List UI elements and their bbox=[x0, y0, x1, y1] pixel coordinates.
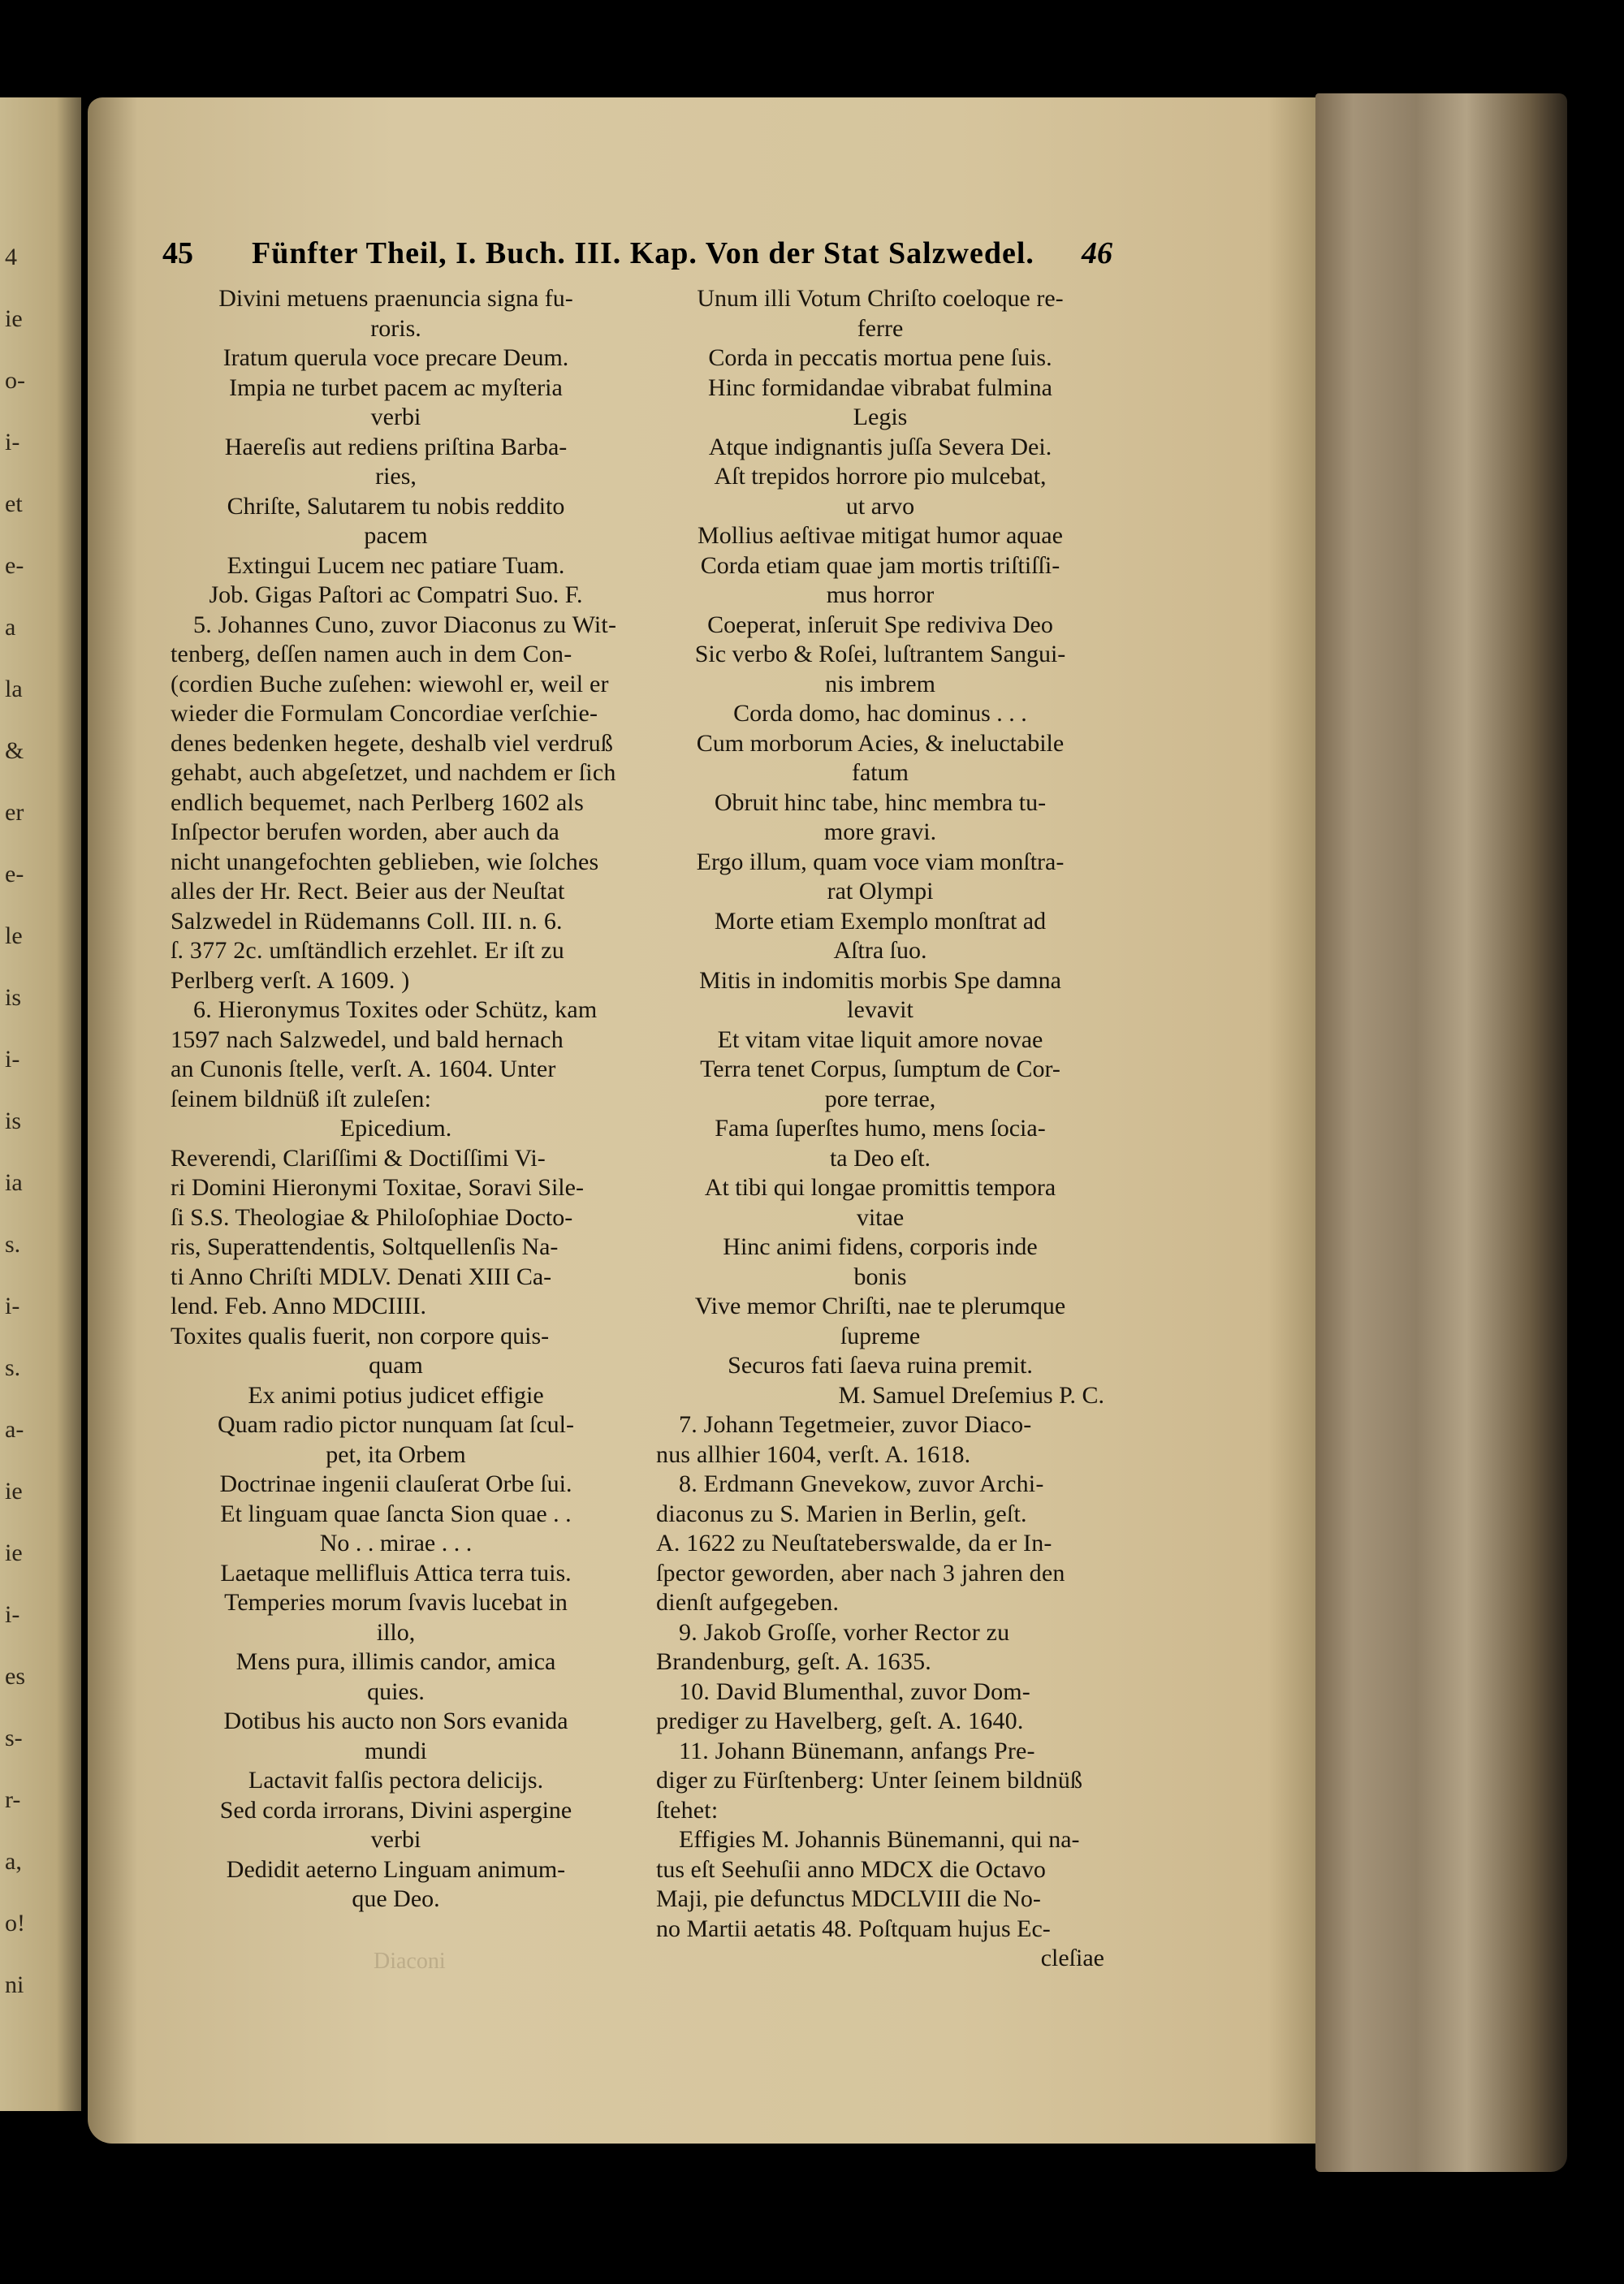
margin-fragment: o! bbox=[5, 1910, 25, 1936]
margin-fragment: r- bbox=[5, 1786, 21, 1813]
text-line: Chriſte, Salutarem tu nobis reddito bbox=[227, 492, 565, 520]
margin-fragment: e- bbox=[5, 861, 24, 887]
text-line: Perlberg verſt. A 1609. ) bbox=[171, 966, 410, 994]
text-line: Mens pura, illimis candor, amica bbox=[235, 1648, 556, 1675]
text-line: Reverendi, Clariſſimi & Doctiſſimi Vi- bbox=[171, 1144, 546, 1172]
text-line: pacem bbox=[364, 522, 428, 549]
text-line: 11. Johann Bünemann, anfangs Pre- bbox=[679, 1737, 1035, 1764]
margin-fragment: is bbox=[5, 1107, 22, 1134]
text-line: Lactavit falſis pectora delicijs. bbox=[248, 1767, 544, 1794]
text-line: Dedidit aeterno Linguam animum- bbox=[226, 1855, 566, 1883]
margin-fragment: s- bbox=[5, 1725, 23, 1751]
margin-fragment: a- bbox=[5, 1416, 24, 1443]
text-line: roris. bbox=[370, 314, 421, 342]
left-text-column bbox=[171, 284, 621, 1915]
text-line: Iratum querula voce precare Deum. bbox=[222, 344, 569, 371]
margin-fragment: s. bbox=[5, 1354, 21, 1381]
margin-fragment: i- bbox=[5, 1293, 20, 1319]
text-line: Securos fati ſaeva ruina premit. bbox=[728, 1352, 1033, 1379]
text-line: mus horror bbox=[826, 581, 935, 608]
text-line: Coeperat, inſeruit Spe rediviva Deo bbox=[707, 611, 1053, 638]
page-number-right: 46 bbox=[1082, 236, 1112, 270]
text-line: ti Anno Chriſti MDLV. Denati XIII Ca- bbox=[171, 1263, 552, 1290]
text-line: Corda in peccatis mortua pene ſuis. bbox=[708, 344, 1052, 371]
text-line: wieder die Formulam Concordiae verſchie- bbox=[171, 700, 598, 727]
text-line: Haereſis aut rediens priſtina Barba- bbox=[224, 433, 568, 460]
margin-fragment: e- bbox=[5, 552, 24, 579]
text-line: que Deo. bbox=[352, 1885, 440, 1912]
text-line: dienſt aufgegeben. bbox=[656, 1589, 840, 1616]
text-line: pore terrae, bbox=[824, 1085, 936, 1112]
text-line: ſtehet: bbox=[656, 1796, 719, 1824]
text-line: ſupreme bbox=[840, 1322, 921, 1349]
margin-fragment: la bbox=[5, 676, 23, 702]
text-line: quam bbox=[369, 1352, 423, 1379]
margin-fragment: i- bbox=[5, 1046, 20, 1073]
margin-fragment: es bbox=[5, 1663, 25, 1690]
text-line: nis imbrem bbox=[825, 670, 935, 697]
text-line: Cum morborum Acies, & ineluctabile bbox=[696, 729, 1065, 757]
text-line: Ergo illum, quam voce viam monſtra- bbox=[696, 848, 1065, 875]
text-line: quies. bbox=[367, 1677, 425, 1705]
page-number-left: 45 bbox=[162, 236, 193, 270]
text-line: 7. Johann Tegetmeier, zuvor Diaco- bbox=[679, 1411, 1032, 1438]
text-line: Temperies morum ſvavis lucebat in bbox=[224, 1589, 568, 1616]
text-line: A. 1622 zu Neuſtateberswalde, da er In- bbox=[656, 1530, 1052, 1556]
text-line: tus eſt Seehuſii anno MDCX die Octavo bbox=[656, 1855, 1046, 1883]
margin-fragment: ie bbox=[5, 305, 23, 332]
text-line: (cordien Buche zuſehen: wiewohl er, weil er bbox=[171, 670, 609, 697]
text-line: Et linguam quae ſancta Sion quae . . bbox=[220, 1500, 572, 1527]
text-line: Hinc formidandae vibrabat fulmina bbox=[707, 373, 1052, 401]
text-line: rat Olympi bbox=[827, 878, 934, 905]
text-line: ſeinem bildnüß iſt zuleſen: bbox=[171, 1085, 432, 1112]
margin-fragment: i- bbox=[5, 1601, 20, 1628]
text-line: verbi bbox=[370, 404, 421, 430]
text-line: Obruit hinc tabe, hinc membra tu- bbox=[714, 788, 1047, 816]
text-line: Aſt trepidos horrore pio mulcebat, bbox=[714, 463, 1047, 490]
text-line: Brandenburg, geſt. A. 1635. bbox=[656, 1648, 931, 1675]
text-line: Impia ne turbet pacem ac myſteria bbox=[229, 373, 563, 401]
margin-fragment: i- bbox=[5, 429, 20, 456]
text-line: Legis bbox=[853, 404, 908, 430]
text-line: ut arvo bbox=[845, 492, 915, 520]
text-line: endlich bequemet, nach Perlberg 1602 als bbox=[171, 788, 584, 816]
margin-fragment: ia bbox=[5, 1169, 23, 1196]
text-line: lend. Feb. Anno MDCIIII. bbox=[171, 1293, 426, 1319]
text-line: levavit bbox=[847, 996, 914, 1023]
text-line: Sic verbo & Roſei, luſtrantem Sangui- bbox=[694, 641, 1066, 667]
text-line: fatum bbox=[852, 759, 909, 786]
running-title: Fünfter Theil, I. Buch. III. Kap. Von der Stat Salzwedel. bbox=[252, 236, 1034, 270]
bleed-through-text: Diaconi bbox=[374, 1949, 446, 1974]
text-line: 6. Hieronymus Toxites oder Schütz, kam bbox=[193, 996, 598, 1023]
margin-fragment: et bbox=[5, 490, 23, 517]
text-line: Fama ſuperſtes humo, mens ſocia- bbox=[715, 1115, 1046, 1142]
margin-fragment: is bbox=[5, 984, 22, 1011]
text-line: ferre bbox=[857, 314, 904, 342]
text-line: Extingui Lucem nec patiare Tuam. bbox=[227, 551, 565, 579]
text-line: Vive memor Chriſti, nae te plerumque bbox=[694, 1293, 1066, 1319]
margin-fragment: & bbox=[5, 737, 24, 764]
text-line: verbi bbox=[370, 1826, 421, 1853]
right-text-column bbox=[656, 284, 1104, 1974]
text-line: diger zu Fürſtenberg: Unter ſeinem bildnüß bbox=[656, 1767, 1083, 1794]
text-line: ſ. 377 2c. umſtändlich erzehlet. Er iſt zu bbox=[171, 937, 564, 964]
left-page-margin-text bbox=[0, 97, 81, 2111]
text-line: 5. Johannes Cuno, zuvor Diaconus zu Wit- bbox=[193, 611, 617, 638]
text-line: cleſiae bbox=[1040, 1945, 1104, 1971]
text-line: 8. Erdmann Gnevekow, zuvor Archi- bbox=[679, 1470, 1044, 1497]
text-line: Corda etiam quae jam mortis triſtiſſi- bbox=[700, 551, 1060, 579]
text-line: gehabt, auch abgeſetzet, und nachdem er ſich bbox=[171, 759, 616, 786]
page-header bbox=[162, 235, 1112, 284]
margin-fragment: le bbox=[5, 922, 23, 949]
text-line: nus allhier 1604, verſt. A. 1618. bbox=[656, 1440, 971, 1468]
margin-fragment: o- bbox=[5, 367, 25, 394]
text-line: Aſtra ſuo. bbox=[833, 937, 927, 964]
text-line: At tibi qui longae promittis tempora bbox=[704, 1174, 1056, 1201]
text-line: Corda domo, hac dominus . . . bbox=[733, 700, 1027, 727]
margin-fragment: s. bbox=[5, 1231, 21, 1258]
text-line: no Martii aetatis 48. Poſtquam hujus Ec- bbox=[656, 1915, 1051, 1942]
text-line: Divini metuens praenuncia signa fu- bbox=[218, 285, 573, 312]
text-line: ri Domini Hieronymi Toxitae, Soravi Sile- bbox=[171, 1174, 584, 1201]
text-line: 1597 nach Salzwedel, und bald hernach bbox=[171, 1025, 564, 1053]
text-line: Laetaque mellifluis Attica terra tuis. bbox=[220, 1559, 572, 1587]
text-line: ta Deo eſt. bbox=[829, 1144, 931, 1172]
text-line: mundi bbox=[365, 1737, 427, 1764]
book-fore-edge bbox=[1315, 93, 1567, 2172]
margin-fragment: 4 bbox=[5, 244, 17, 270]
margin-fragment: a bbox=[5, 614, 16, 641]
text-line: No . . mirae . . . bbox=[319, 1530, 473, 1556]
text-line: ſi S.S. Theologiae & Philoſophiae Docto- bbox=[171, 1203, 573, 1231]
text-line: Inſpector berufen worden, aber auch da bbox=[171, 818, 560, 845]
text-line: Maji, pie defunctus MDCLVIII die No- bbox=[656, 1885, 1041, 1912]
margin-fragment: ni bbox=[5, 1971, 24, 1998]
margin-fragment: ie bbox=[5, 1478, 23, 1505]
text-line: Atque indignantis juſſa Severa Dei. bbox=[708, 433, 1052, 460]
text-line: pet, ita Orbem bbox=[326, 1440, 466, 1468]
text-line: more gravi. bbox=[823, 818, 937, 845]
text-line: vitae bbox=[856, 1203, 905, 1231]
text-line: Morte etiam Exemplo monſtrat ad bbox=[714, 907, 1047, 935]
text-line: denes bedenken hegete, deshalb viel verdruß bbox=[171, 729, 614, 757]
text-line: 10. David Blumenthal, zuvor Dom- bbox=[679, 1677, 1030, 1705]
text-line: Sed corda irrorans, Divini aspergine bbox=[219, 1796, 572, 1824]
text-line: ſpector geworden, aber nach 3 jahren den bbox=[656, 1559, 1065, 1587]
text-line: Effigies M. Johannis Bünemanni, qui na- bbox=[679, 1826, 1080, 1853]
text-line: Dotibus his aucto non Sors evanida bbox=[223, 1708, 568, 1734]
text-line: Toxites qualis fuerit, non corpore quis- bbox=[171, 1322, 550, 1349]
text-line: ries, bbox=[375, 463, 417, 490]
text-line: diaconus zu S. Marien in Berlin, geſt. bbox=[656, 1500, 1027, 1527]
text-line: M. Samuel Dreſemius P. C. bbox=[838, 1381, 1104, 1409]
text-line: nicht unangefochten geblieben, wie ſolches bbox=[171, 848, 599, 875]
margin-fragment: a, bbox=[5, 1848, 22, 1875]
text-line: 9. Jakob Groſſe, vorher Rector zu bbox=[679, 1618, 1010, 1646]
text-line: Job. Gigas Paſtori ac Compatri Suo. F. bbox=[209, 581, 583, 608]
text-line: Et vitam vitae liquit amore novae bbox=[717, 1025, 1043, 1053]
text-line: tenberg, deſſen namen auch in dem Con- bbox=[171, 641, 572, 667]
text-line: Mollius aeſtivae mitigat humor aquae bbox=[698, 522, 1063, 549]
text-line: alles der Hr. Rect. Beier aus der Neuſtat bbox=[171, 878, 565, 905]
text-line: Salzwedel in Rüdemanns Coll. III. n. 6. bbox=[171, 907, 563, 935]
text-line: Epicedium. bbox=[339, 1115, 452, 1142]
text-line: bonis bbox=[853, 1263, 907, 1290]
text-line: prediger zu Havelberg, geſt. A. 1640. bbox=[656, 1708, 1024, 1734]
margin-fragment: ie bbox=[5, 1539, 23, 1566]
text-line: Mitis in indomitis morbis Spe damna bbox=[699, 966, 1061, 994]
text-line: Ex animi potius judicet effigie bbox=[248, 1381, 544, 1409]
text-line: Hinc animi fidens, corporis inde bbox=[723, 1233, 1038, 1260]
margin-fragment: er bbox=[5, 799, 24, 826]
text-line: Unum illi Votum Chriſto coeloque re- bbox=[697, 285, 1064, 312]
text-line: Quam radio pictor nunquam ſat ſcul- bbox=[217, 1411, 575, 1438]
text-line: illo, bbox=[376, 1618, 416, 1646]
text-line: ris, Superattendentis, Soltquellenſis Na- bbox=[171, 1233, 559, 1260]
text-line: an Cunonis ſtelle, verſt. A. 1604. Unter bbox=[171, 1056, 556, 1082]
text-line: Terra tenet Corpus, ſumptum de Cor- bbox=[700, 1056, 1060, 1082]
text-line: Doctrinae ingenii clauſerat Orbe ſui. bbox=[219, 1470, 572, 1497]
